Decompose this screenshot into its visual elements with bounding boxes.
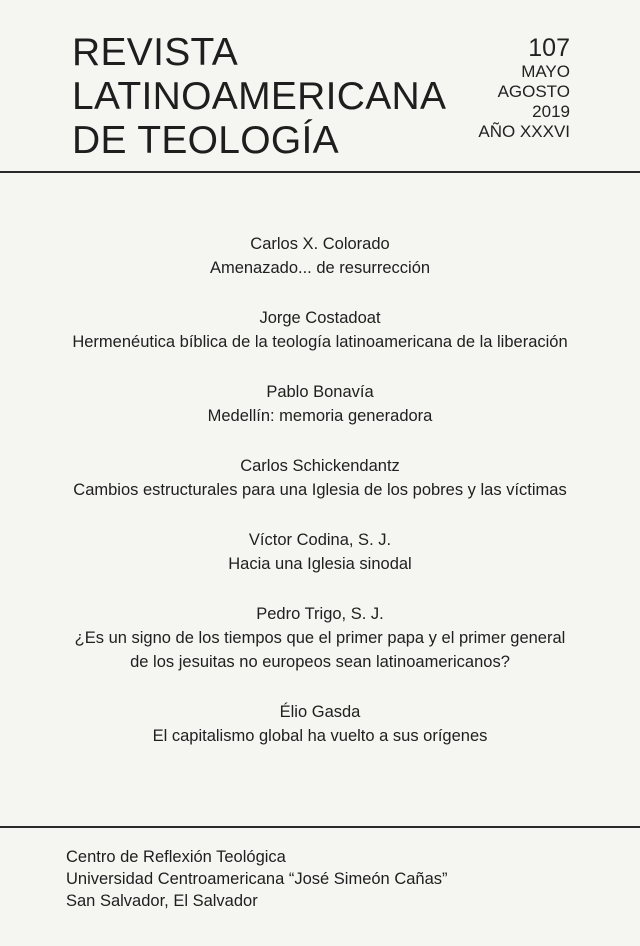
issue-month: MAYO: [521, 62, 570, 81]
article-author: Víctor Codina, S. J.: [248, 531, 392, 549]
article-author: Carlos X. Colorado: [250, 235, 390, 253]
article-title: Hacia una Iglesia sinodal: [228, 555, 412, 573]
article-entry: [0, 700, 640, 748]
issue-year: 2019: [532, 102, 570, 121]
journal-title-line: DE TEOLOGÍA: [72, 119, 339, 162]
article-entry: [0, 602, 640, 674]
journal-title-line: LATINOAMERICANA: [72, 75, 447, 118]
article-author: Élio Gasda: [279, 703, 361, 721]
publisher-line: Universidad Centroamericana “José Simeón Cañas”: [66, 870, 448, 888]
article-entry: [0, 454, 640, 502]
article-entry: [0, 380, 640, 428]
article-author: Pedro Trigo, S. J.: [256, 605, 384, 623]
publisher-line: Centro de Reflexión Teológica: [66, 848, 286, 866]
article-title: Medellín: memoria generadora: [207, 407, 433, 425]
article-entry: [0, 528, 640, 576]
article-title: Amenazado... de resurrección: [209, 259, 431, 277]
article-entry: [0, 232, 640, 280]
journal-title-line: REVISTA: [72, 31, 239, 74]
article-author: Carlos Schickendantz: [240, 457, 400, 475]
issue-number: 107: [528, 34, 570, 62]
journal-title: [72, 31, 446, 163]
issue-volume: AÑO XXXVI: [478, 122, 570, 141]
issue-month: AGOSTO: [497, 82, 570, 101]
publisher-info: [66, 846, 448, 912]
article-title: Hermenéutica bíblica de la teología latinoamericana de la liberación: [72, 333, 568, 351]
publisher-line: San Salvador, El Salvador: [66, 892, 258, 910]
article-author: Pablo Bonavía: [266, 383, 374, 401]
article-title: El capitalismo global ha vuelto a sus orígenes: [152, 727, 488, 745]
top-divider: [0, 171, 640, 173]
article-title: Cambios estructurales para una Iglesia de los pobres y las víctimas: [73, 481, 567, 499]
article-entry: [0, 306, 640, 354]
article-title: ¿Es un signo de los tiempos que el primer papa y el primer general: [74, 629, 566, 647]
bottom-divider: [0, 826, 640, 828]
table-of-contents: [0, 232, 640, 774]
issue-info: [478, 34, 570, 142]
article-author: Jorge Costadoat: [259, 309, 381, 327]
article-title: de los jesuitas no europeos sean latinoamericanos?: [130, 653, 510, 671]
